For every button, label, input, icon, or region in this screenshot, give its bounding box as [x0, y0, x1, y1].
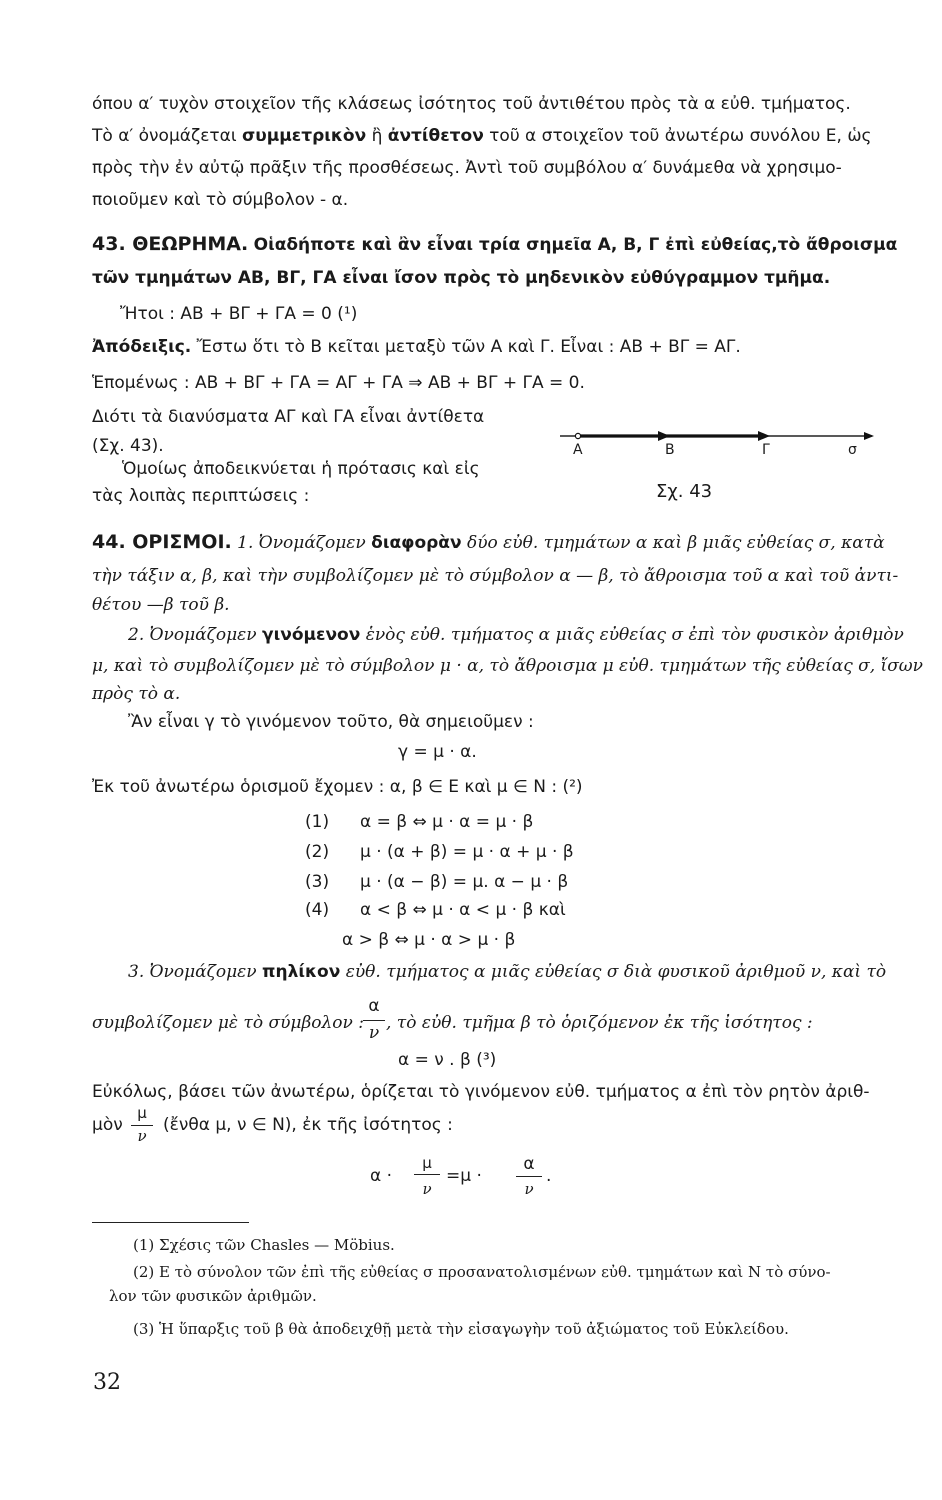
def2-line-5: Ἐκ τοῦ ἀνωτέρω ὁρισμοῦ ἔχομεν : α, β ∈ Ε καὶ μ ∈ Ν : (²) [92, 777, 583, 797]
def3-fraction-denominator: ν [368, 1023, 380, 1043]
footnote-rule [92, 1222, 249, 1223]
def4-eq-frac2-bar [516, 1176, 542, 1177]
prop-4-text: α < β ⇔ μ · α < μ · β καὶ [360, 900, 566, 920]
def2-line-2: μ, καὶ τὸ συμβολίζομεν μὲ τὸ σύμβολον μ · α, τὸ ἄθροισμα μ εὐθ. τμημάτων τῆς εὐθείας σ, ἴσων [92, 656, 923, 676]
def4-line-1: Εὐκόλως, βάσει τῶν ἀνωτέρω, ὁρίζεται τὸ γινόμενον εὐθ. τμήματος α ἐπὶ τὸν ρητὸν ἀριθ- [92, 1082, 870, 1102]
def1-line-3: θέτου —β τοῦ β. [92, 595, 230, 615]
def3-line-2b: , τὸ εὐθ. τμῆμα β τὸ ὁριζόμενον ἐκ τῆς ἰσότητος : [386, 1013, 813, 1033]
def2-line-3: πρὸς τὸ α. [92, 684, 181, 704]
term-symmetric: συμμετρικὸν [242, 126, 367, 146]
proof-line-5: Ὁμοίως ἀποδεικνύεται ἡ πρότασις καὶ εἰς [122, 459, 480, 479]
prop-1-text: α = β ⇔ μ · α = μ · β [360, 812, 534, 832]
footnote-3: (3) Ἡ ὕπαρξις τοῦ β θὰ ἀποδειχθῇ μετὰ τὴν εἰσαγωγὴν τοῦ ἀξιώματος τοῦ Εὐκλείδου. [133, 1320, 789, 1338]
theorem-number: 43. ΘΕΩΡΗΜΑ. [92, 233, 249, 255]
theorem-statement-1: Οἱαδήποτε καὶ ἂν εἶναι τρία σημεῖα Α, Β, Γ ἐπὶ εὐθείας,τὸ ἄθροισμα [253, 235, 898, 255]
proof-line-3: Διότι τὰ διανύσματα ΑΓ καὶ ΓΑ εἶναι ἀντίθετα [92, 407, 485, 427]
figure-label-A: Α [573, 442, 583, 458]
prop-3-number: (3) [305, 872, 330, 892]
figure-label-G: Γ [762, 442, 770, 458]
def4-eq-end: . [546, 1166, 552, 1186]
intro-line-4: ποιοῦμεν καὶ τὸ σύμβολον - α. [92, 190, 349, 210]
arrow-AB-icon [658, 431, 670, 441]
def3-fraction-numerator: α [368, 996, 380, 1016]
figure-caption: Σχ. 43 [656, 481, 713, 502]
intro-line-2-c: ἢ [366, 126, 388, 146]
def2-equation: γ = μ · α. [398, 742, 477, 762]
figure-43-line [560, 428, 880, 450]
prop-2-number: (2) [305, 842, 330, 862]
intro-line-2 [92, 126, 872, 146]
theorem-line-1 [92, 234, 897, 255]
def4-eq-frac1-num: μ [422, 1154, 432, 1172]
intro-line-1: όπου α′ τυχὸν στοιχεῖον τῆς κλάσεως ἰσότητος τοῦ ἀντιθέτου πρὸς τὰ α εὐθ. τμήματος. [92, 94, 851, 114]
prop-2-text: μ · (α + β) = μ · α + μ · β [360, 842, 574, 862]
def4-eq-frac2-den: ν [524, 1180, 534, 1198]
def3-line-2a: συμβολίζομεν μὲ τὸ σύμβολον : [92, 1013, 364, 1033]
footnote-2: (2) Ε τὸ σύνολον τῶν ἐπὶ τῆς εὐθείας σ προσανατολισμένων εὐθ. τμημάτων καὶ Ν τὸ σύνο- [133, 1263, 831, 1281]
page-number: 32 [93, 1370, 121, 1395]
theorem-statement-2: τῶν τμημάτων ΑΒ, ΒΓ, ΓΑ εἶναι ἴσον πρὸς τὸ μηδενικὸν εὐθύγραμμον τμῆμα. [92, 268, 831, 288]
def4-line-2b: (ἔνθα μ, ν ∈ Ν), ἐκ τῆς ἰσότητος : [163, 1115, 453, 1135]
term-difference: διαφορὰν [371, 533, 462, 553]
term-quotient: πηλίκον [262, 962, 341, 982]
def2-c: ἑνὸς εὐθ. τμήματος α μιᾶς εὐθείας σ ἐπὶ τὸν φυσικὸν ἀριθμὸν [360, 625, 904, 645]
proof-line-4: (Σχ. 43). [92, 436, 164, 456]
def4-eq-frac2-num: α [523, 1154, 535, 1174]
def4-line-2a: μὸν [92, 1115, 123, 1135]
def4-eq-frac1-bar [414, 1174, 440, 1175]
arrow-axis-icon [864, 432, 874, 440]
def1-line-2: τὴν τάξιν α, β, καὶ τὴν συμβολίζομεν μὲ τὸ σύμβολον α — β, τὸ ἄθροισμα τοῦ α καὶ τοῦ ἀντι- [92, 566, 899, 586]
point-A [575, 433, 580, 438]
def2-line-1 [128, 625, 904, 645]
def1-a: 1. Ὀνομάζομεν [231, 533, 372, 553]
arrow-BG-icon [758, 431, 770, 441]
proof-line-6: τὰς λοιπὰς περιπτώσεις : [92, 486, 310, 506]
footnote-1: (1) Σχέσις τῶν Chasles — Möbius. [133, 1236, 395, 1254]
def4-fraction-denominator: ν [137, 1127, 147, 1145]
def4-fraction-numerator: μ [137, 1104, 147, 1122]
proof-text-1: Ἔστω ὅτι τὸ Β κεῖται μεταξὺ τῶν Α καὶ Γ. Εἶναι : ΑΒ + ΒΓ = ΑΓ. [191, 337, 741, 357]
prop-1-number: (1) [305, 812, 330, 832]
def4-eq-frac1-den: ν [422, 1180, 432, 1198]
theorem-equation: Ἤτοι : ΑΒ + ΒΓ + ΓΑ = 0 (¹) [120, 304, 358, 324]
def4-eq-a: α · [370, 1166, 393, 1186]
intro-line-2-e: τοῦ α στοιχεῖον τοῦ ἀνωτέρω συνόλου Ε, ὡς [483, 126, 872, 146]
def3-equation: α = ν . β (³) [398, 1050, 497, 1070]
def2-a: 2. Ὀνομάζομεν [128, 625, 263, 645]
def3-fraction-bar [363, 1020, 385, 1021]
def4-eq-mid: =μ · [446, 1166, 482, 1186]
def1-c: δύο εὐθ. τμημάτων α καὶ β μιᾶς εὐθείας σ, κατὰ [461, 533, 885, 553]
intro-line-3: πρὸς τὴν ἐν αὐτῷ πρᾶξιν τῆς προσθέσεως. Ἀντὶ τοῦ συμβόλου α′ δυνάμεθα νὰ χρησιμο- [92, 158, 842, 178]
def3-c: εὐθ. τμήματος α μιᾶς εὐθείας σ διὰ φυσικοῦ ἀριθμοῦ ν, καὶ τὸ [340, 962, 887, 982]
definitions-number: 44. ΟΡΙΣΜΟΙ. [92, 531, 232, 553]
def3-line-1 [128, 962, 886, 982]
intro-line-2-a: Τὸ α′ ὀνομάζεται [92, 126, 243, 146]
def4-fraction-bar [131, 1125, 153, 1126]
prop-4-number: (4) [305, 900, 330, 920]
proof-line-2: Ἑπομένως : ΑΒ + ΒΓ + ΓΑ = ΑΓ + ΓΑ ⇒ ΑΒ + ΒΓ + ΓΑ = 0. [92, 373, 585, 393]
proof-label: Ἀπόδειξις. [92, 337, 192, 357]
def1-line-1 [92, 532, 885, 553]
figure-label-B: Β [665, 442, 675, 458]
def2-line-4: Ἂν εἶναι γ τὸ γινόμενον τοῦτο, θὰ σημειοῦμεν : [128, 712, 534, 732]
footnote-2-cont: λον τῶν φυσικῶν ἀριθμῶν. [109, 1287, 317, 1305]
term-product: γινόμενον [262, 625, 361, 645]
proof-line-1 [92, 337, 741, 357]
prop-4b-text: α > β ⇔ μ · α > μ · β [342, 930, 516, 950]
term-opposite: ἀντίθετον [387, 126, 484, 146]
prop-3-text: μ · (α − β) = μ. α − μ · β [360, 872, 569, 892]
def3-a: 3. Ὀνομάζομεν [128, 962, 263, 982]
figure-label-sigma: σ [848, 442, 857, 458]
